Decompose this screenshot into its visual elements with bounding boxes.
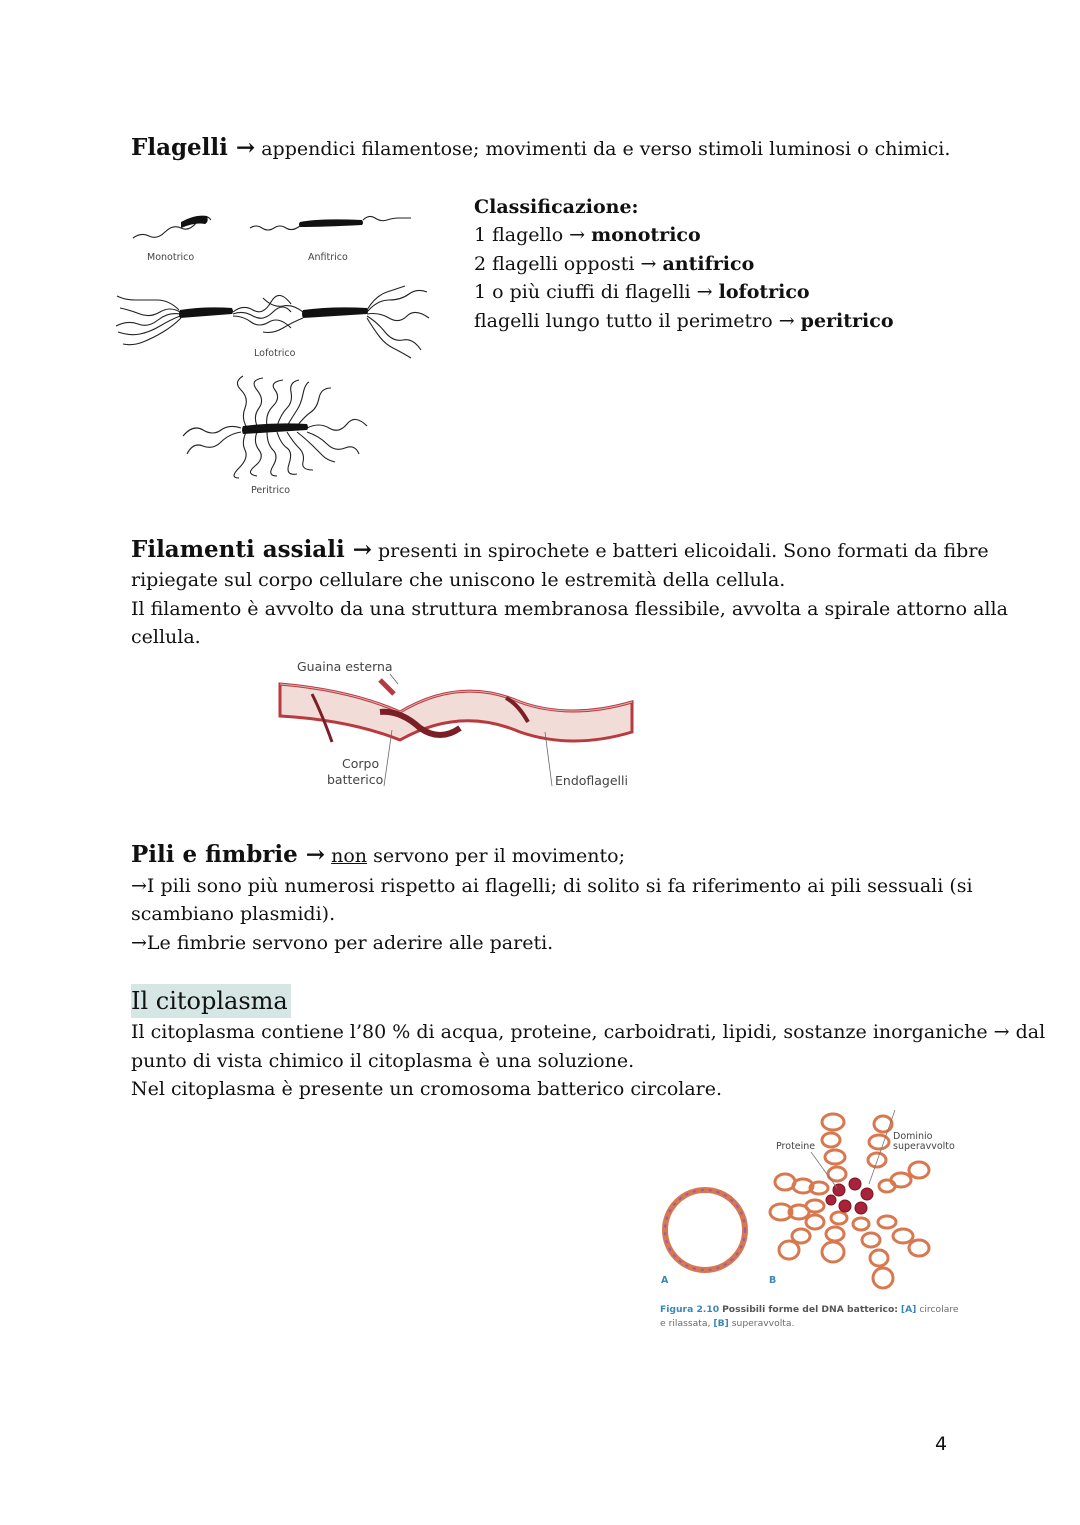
- classificazione-item: 1 o più ciuffi di flagelli → lofotrico: [474, 281, 810, 303]
- classificazione-title: Classificazione:: [474, 196, 639, 218]
- label-batterico: batterico: [327, 772, 384, 787]
- filamenti-line-4: cellula.: [131, 626, 201, 648]
- label-lofotrico: Lofotrico: [254, 348, 296, 359]
- label-b: B: [769, 1275, 777, 1286]
- label-dominio: Dominio: [893, 1131, 933, 1142]
- label-superavvolto: superavvolto: [893, 1141, 955, 1152]
- filamenti-line-1: Filamenti assiali → presenti in spirochete e batteri elicoidali. Sono formati da fibre: [131, 536, 989, 563]
- pili-line-1: Pili e fimbrie → non servono per il movimento;: [131, 841, 625, 868]
- flagelli-text: appendici filamentose; movimenti da e verso stimoli luminosi o chimici.: [261, 138, 951, 160]
- label-a: A: [661, 1275, 669, 1286]
- classificazione-item: flagelli lungo tutto il perimetro → peritrico: [474, 310, 894, 332]
- label-guaina-esterna: Guaina esterna: [297, 659, 393, 674]
- pili-line-4: →Le fimbrie servono per aderire alle pareti.: [131, 932, 554, 954]
- citoplasma-heading: Il citoplasma: [131, 984, 291, 1018]
- label-proteine: Proteine: [776, 1141, 816, 1152]
- filamenti-line-2: ripiegate sul corpo cellulare che uniscono le estremità della cellula.: [131, 569, 786, 591]
- citoplasma-line-1: Il citoplasma contiene l’80 % di acqua, proteine, carboidrati, lipidi, sostanze inorganiche → dal: [131, 1021, 1046, 1043]
- pili-line-2: →I pili sono più numerosi rispetto ai flagelli; di solito si fa riferimento ai pili sessuali (si: [131, 875, 973, 897]
- citoplasma-line-3: Nel citoplasma è presente un cromosoma batterico circolare.: [131, 1078, 723, 1100]
- label-anfitrico: Anfitrico: [308, 252, 348, 263]
- flagelli-heading: Flagelli →: [131, 134, 256, 161]
- classificazione-item: 1 flagello → monotrico: [474, 224, 701, 246]
- classificazione-item: 2 flagelli opposti → antifrico: [474, 253, 755, 275]
- pili-line-3: scambiano plasmidi).: [131, 903, 336, 925]
- filamenti-line-3: Il filamento è avvolto da una struttura membranosa flessibile, avvolta a spirale attorno alla: [131, 598, 1008, 620]
- label-endoflagelli: Endoflagelli: [555, 773, 628, 788]
- label-peritrico: Peritrico: [251, 485, 291, 496]
- page-number: 4: [935, 1433, 948, 1455]
- label-corpo: Corpo: [342, 756, 380, 771]
- filamenti-heading: Filamenti assiali →: [131, 536, 372, 563]
- pili-heading: Pili e fimbrie →: [131, 841, 326, 868]
- label-monotrico: Monotrico: [147, 252, 195, 263]
- flagelli-paragraph: [131, 134, 950, 163]
- figure-caption: Figura 2.10 Possibili forme del DNA batterico: [A] circolare e rilassata, [B] superavvolta.: [660, 1304, 959, 1329]
- citoplasma-line-2: punto di vista chimico il citoplasma è una soluzione.: [131, 1050, 635, 1072]
